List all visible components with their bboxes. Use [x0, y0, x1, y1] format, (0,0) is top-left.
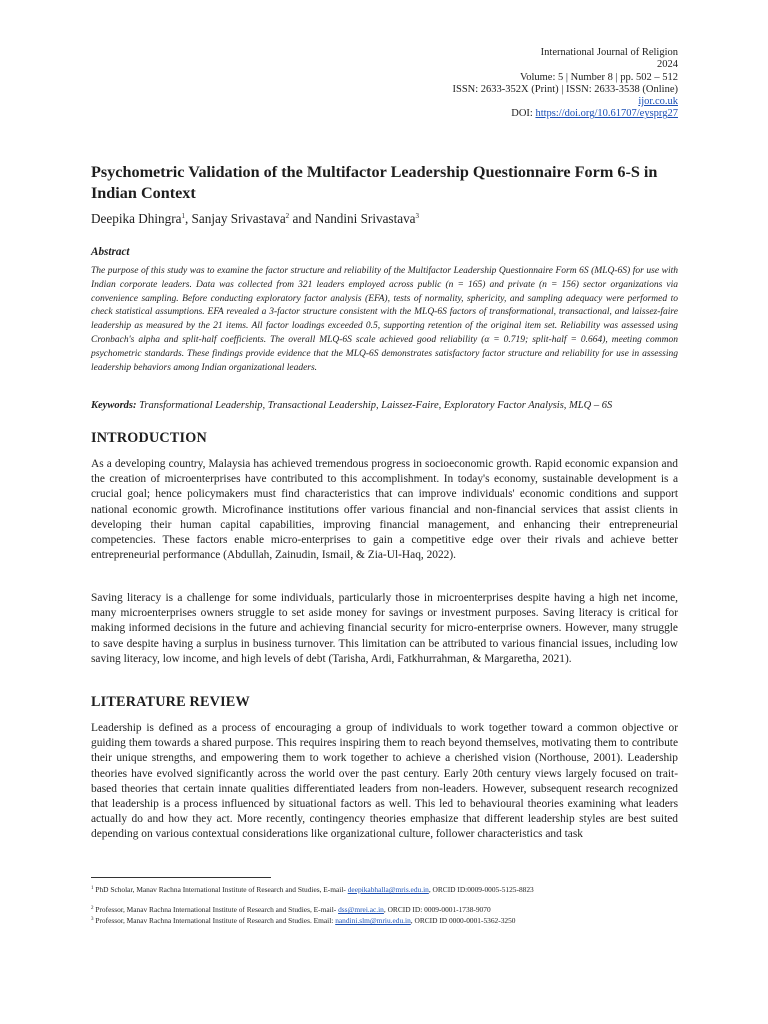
journal-issn: ISSN: 2633-352X (Print) | ISSN: 2633-3538 (Online): [452, 83, 678, 95]
footnote-text: Professor, Manav Rachna International Institute of Research and Studies, E-mail-: [95, 905, 339, 914]
footnote-orcid: , ORCID ID 0000-0001-5362-3250: [410, 916, 516, 925]
doi-line: [452, 108, 678, 120]
footnote-email-link[interactable]: deepikabhalla@mris.edu.in: [347, 885, 429, 894]
abstract-heading: Abstract: [91, 246, 130, 258]
author-affiliation-mark: 1: [181, 212, 185, 220]
footnote-text: PhD Scholar, Manav Rachna International Institute of Research and Studies, E-mail-: [95, 885, 348, 894]
journal-year: 2024: [657, 59, 678, 71]
footnote-number: 2: [91, 906, 94, 911]
footnote-number: 3: [91, 917, 94, 922]
keywords-text: Transformational Leadership, Transactional Leadership, Laissez-Faire, Exploratory Factor Analysis, MLQ – 6S: [136, 400, 613, 411]
author-name: Nandini Srivastava: [314, 211, 416, 226]
footnote-text: Professor, Manav Rachna International Institute of Research and Studies. Email:: [95, 916, 336, 925]
journal-volume: Volume: 5 | Number 8 | pp. 502 – 512: [519, 71, 678, 83]
journal-name: International Journal of Religion: [540, 47, 678, 58]
footnote-email-link[interactable]: dss@mrei.ac.in: [338, 905, 384, 914]
author-separator: ,: [184, 211, 192, 226]
journal-header: [452, 47, 678, 121]
keywords-line: [91, 400, 678, 411]
introduction-paragraph-2: Saving literacy is a challenge for some individuals, particularly those in microenterprises despite having a high net income, many microenterprises owners struggle to set aside money for savings or investment purposes. Saving literacy is critical for making informed decisions in the future and achieving financial security for micro-enterprise owners. However, many struggle to save despite having a surplus in business turnover. This limitation can be attributed to various financial issues, including low saving literacy, low income, and high levels of debt (Tarisha, Ardi, Fatkhurrahman, & Margaretha, 2021).: [91, 592, 678, 665]
footnote-email-link[interactable]: nandini.slm@mriu.edu.in: [335, 916, 411, 925]
author-affiliation-mark: 3: [415, 212, 420, 220]
footnote-orcid: , ORCID ID: 0009-0001-1738-9070: [383, 905, 491, 914]
footnote-3: [91, 915, 691, 926]
footnote-divider: [91, 877, 271, 878]
author-list: [91, 211, 419, 227]
abstract-text: The purpose of this study was to examine the factor structure and reliability of the Multifactor Leadership Questionnaire Form 6S (MLQ-6S) for use with Indian corporate leaders. Data was collected from 321 leaders employed across public (n = 165) and private (n = 156) sector organizations via convenience sampling. Before conducting exploratory factor analysis (EFA), tests of normality, sphericity, and sampling adequacy were performed to check statistical assumptions. EFA revealed a 3-factor structure consistent with the MLQ-6S factors of transformational, transactional, and laissez-faire leadership as measured by the 21 items. All factor loadings exceeded 0.5, supporting retention of the original item set. Reliability was assessed using Cronbach's alpha and split-half coefficients. The overall MLQ-6S scale achieved good reliability (α = 0.719; split-half = 0.664), meeting common psychometric standards. These findings provide evidence that the MLQ-6S demonstrates satisfactory factor structure and reliability for use in assessing leadership behaviors among Indian organizational leaders.: [91, 266, 678, 373]
introduction-paragraph-1: As a developing country, Malaysia has achieved tremendous progress in socioeconomic growth. Rapid economic expansion and the creation of microenterprises have contributed to this accomplishment. In today's economy, sustainable development is a crucial goal; hence policymakers must find characteristics that can improve individuals' economic conditions and support national economic growth. Microfinance institutions offer various financial and non-financial services that assist clients in developing their human capital capabilities, improving financial management, and enhancing their entrepreneurial competencies. These factors enable micro-enterprises to gain a competitive edge over their rivals and achieve better entrepreneurial performance (Abdullah, Zainudin, Ismail, & Zia-Ul-Haq, 2022).: [91, 458, 678, 562]
author-affiliation-mark: 2: [285, 212, 290, 220]
section-heading-introduction: INTRODUCTION: [91, 430, 207, 446]
author-name: Sanjay Srivastava: [191, 211, 286, 226]
author-name: Deepika Dhingra: [91, 211, 182, 226]
literature-review-paragraph-1: Leadership is defined as a process of encouraging a group of individuals to work together toward a common objective or guiding them towards a shared purpose. This requires inspiring them to reach beyond themselves, motivating them to contribute their unique strengths, and empowering them to work together to achieve a cherished vision (Northouse, 2001). Leadership theories have evolved significantly across the world over the past century. Early 20th century views largely focused on trait-based theories that certain innate qualities differentiated leaders from non-leaders. However, subsequent research recognized that leadership is a process influenced by situational factors as well. This led to behavioural theories examining what leaders actually do and how they act. More recently, contingency theories emphasize that different leadership styles are best suited depending on various contextual considerations like organizational culture, follower characteristics and task: [91, 722, 678, 841]
author-separator: and: [289, 211, 315, 226]
footnote-number: 1: [91, 886, 94, 891]
footnote-2: [91, 904, 691, 915]
footnote-1: [91, 884, 691, 895]
doi-label: DOI:: [511, 108, 536, 120]
footnote-orcid: , ORCID ID:0009-0005-5125-8823: [428, 885, 534, 894]
paper-title: Psychometric Validation of the Multifactor Leadership Questionnaire Form 6-S in Indian Context: [91, 163, 658, 202]
journal-website-link[interactable]: ijor.co.uk: [638, 96, 678, 108]
doi-link[interactable]: https://doi.org/10.61707/eysprg27: [535, 108, 678, 120]
section-heading-literature-review: LITERATURE REVIEW: [91, 694, 250, 710]
keywords-label: Keywords:: [91, 400, 137, 411]
